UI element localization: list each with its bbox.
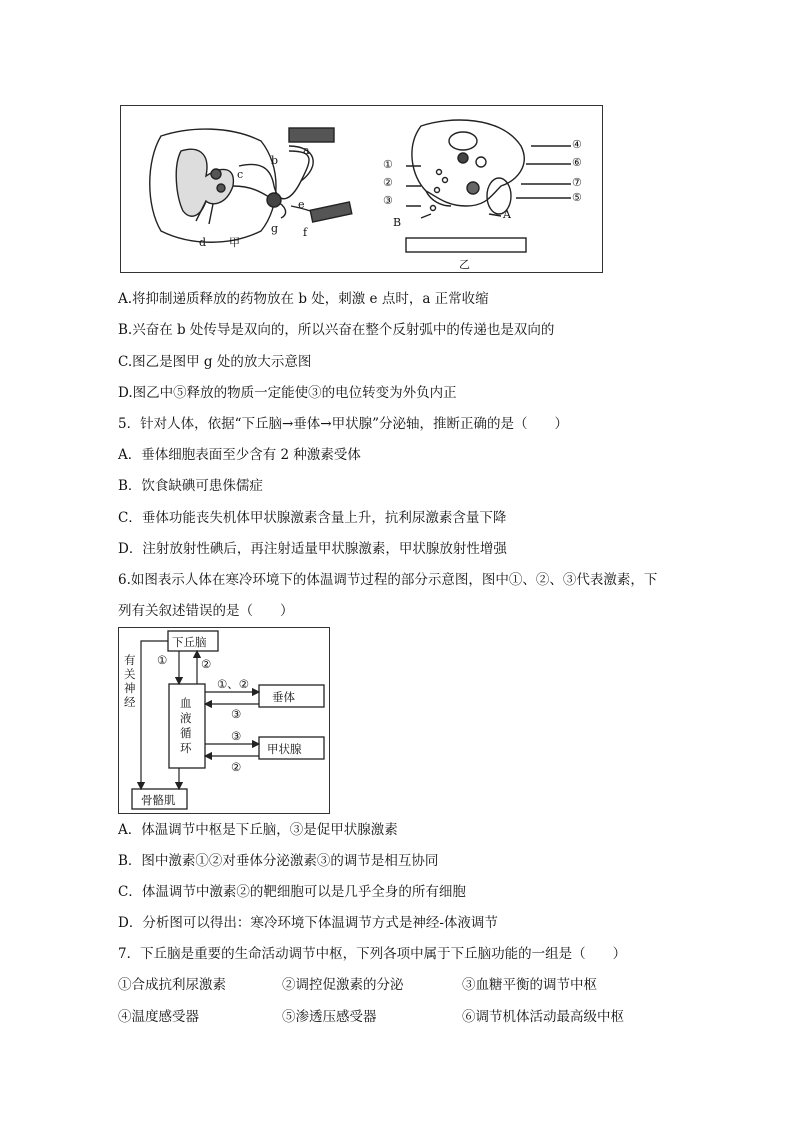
label-7: ⑦ bbox=[572, 176, 582, 189]
q6-option-a: A．体温调节中枢是下丘脑，③是促甲状腺激素 bbox=[118, 822, 398, 838]
label-A: A bbox=[503, 208, 511, 221]
label-c2-thyroid: ② bbox=[231, 760, 242, 774]
figure-thermoregulation-drawing bbox=[119, 628, 329, 813]
label-4: ④ bbox=[572, 138, 582, 151]
label-g: g bbox=[271, 222, 279, 235]
q6-stem-line2: 列有关叙述错误的是（ ） bbox=[118, 603, 294, 619]
q7-item-2: ②调控促激素的分泌 bbox=[282, 977, 404, 993]
label-2: ② bbox=[383, 176, 393, 189]
label-jia: 甲 bbox=[229, 236, 240, 249]
q5-option-c: C．垂体功能丧失机体甲状腺激素含量上升，抗利尿激素含量下降 bbox=[118, 510, 507, 526]
label-B: B bbox=[393, 216, 402, 229]
q4-option-c: C.图乙是图甲 g 处的放大示意图 bbox=[118, 354, 312, 370]
q4-option-b: B.兴奋在 b 处传导是双向的，所以兴奋在整个反射弧中的传递也是双向的 bbox=[118, 322, 555, 338]
label-c: c bbox=[237, 168, 244, 181]
label-a: a bbox=[303, 144, 310, 157]
figure-reflex-synapse-drawing bbox=[121, 106, 602, 272]
q5-option-a: A．垂体细胞表面至少含有 2 种激素受体 bbox=[118, 447, 361, 463]
label-b: b bbox=[271, 154, 279, 167]
label-c2-up: ② bbox=[201, 657, 212, 671]
q4-option-d: D.图乙中⑤释放的物质一定能使③的电位转变为外负内正 bbox=[118, 385, 457, 401]
q7-item-5: ⑤渗透压感受器 bbox=[282, 1009, 377, 1025]
label-c3-pituitary: ③ bbox=[231, 707, 242, 721]
q7-stem: 7．下丘脑是重要的生命活动调节中枢，下列各项中属于下丘脑功能的一组是（ ） bbox=[118, 946, 627, 962]
q6-option-b: B．图中激素①②对垂体分泌激素③的调节是相互协同 bbox=[118, 853, 439, 869]
label-6: ⑥ bbox=[572, 156, 582, 169]
label-c3-thyroid: ③ bbox=[231, 729, 242, 743]
label-5: ⑤ bbox=[572, 191, 582, 204]
q6-option-c: C．体温调节中激素②的靶细胞可以是几乎全身的所有细胞 bbox=[118, 884, 466, 900]
q5-stem: 5．针对人体，依据“下丘脑→垂体→甲状腺”分泌轴，推断正确的是（ ） bbox=[118, 416, 569, 432]
q7-item-1: ①合成抗利尿激素 bbox=[118, 977, 226, 993]
label-f: f bbox=[303, 226, 308, 239]
label-blood: 血液循环 bbox=[180, 696, 192, 755]
label-d: d bbox=[199, 236, 207, 249]
q4-option-a: A.将抑制递质释放的药物放在 b 处，刺激 e 点时，a 正常收缩 bbox=[118, 291, 489, 307]
q7-item-3: ③血糖平衡的调节中枢 bbox=[462, 977, 597, 993]
q6-stem-line1: 6.如图表示人体在寒冷环境下的体温调节过程的部分示意图，图中①、②、③代表激素，下 bbox=[118, 572, 658, 588]
label-c1-up: ① bbox=[157, 653, 168, 667]
q7-item-4: ④温度感受器 bbox=[118, 1009, 199, 1025]
label-e: e bbox=[298, 198, 305, 211]
label-c12: ①、② bbox=[217, 677, 250, 691]
label-3: ③ bbox=[383, 194, 393, 207]
figure-reflex-synapse bbox=[120, 105, 603, 273]
label-nerve: 有关神经 bbox=[124, 653, 136, 709]
label-yi: 乙 bbox=[459, 258, 470, 271]
box-thyroid: 甲状腺 bbox=[267, 742, 302, 756]
q5-option-d: D．注射放射性碘后，再注射适量甲状腺激素，甲状腺放射性增强 bbox=[118, 541, 507, 557]
q6-option-d: D．分析图可以得出：寒冷环境下体温调节方式是神经-体液调节 bbox=[118, 915, 498, 931]
label-1: ① bbox=[383, 158, 393, 171]
box-muscle: 骨骼肌 bbox=[141, 793, 176, 807]
box-hypothalamus: 下丘脑 bbox=[172, 635, 207, 649]
q7-item-6: ⑥调节机体活动最高级中枢 bbox=[462, 1009, 624, 1025]
box-pituitary: 垂体 bbox=[272, 690, 295, 704]
q5-option-b: B．饮食缺碘可患侏儒症 bbox=[118, 478, 263, 494]
figure-thermoregulation bbox=[118, 627, 330, 814]
